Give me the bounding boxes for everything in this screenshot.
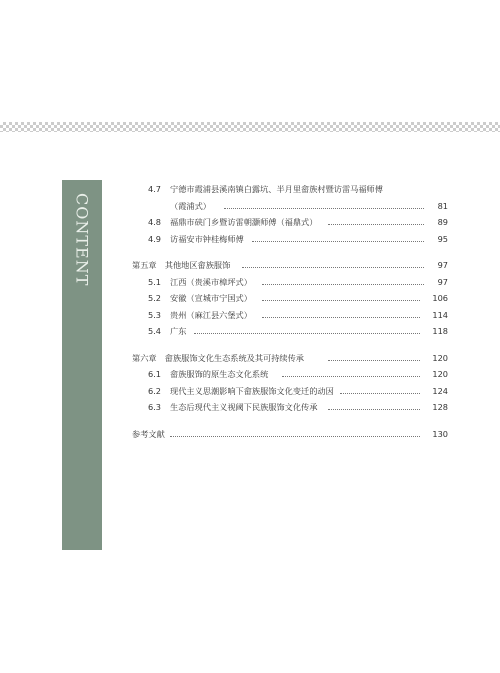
- entry-page: 89: [437, 217, 448, 227]
- entry-number: 5.1: [148, 276, 162, 287]
- chapter-gap: [132, 339, 448, 349]
- entry-title: 畲族服饰的原生态文化系统: [170, 369, 269, 379]
- entry-page: 97: [437, 276, 448, 287]
- references-title: 参考文献: [132, 428, 165, 439]
- dot-leader: [340, 393, 420, 394]
- dot-leader: [282, 376, 420, 377]
- entry-title: 贵州（麻江县六堡式）: [170, 309, 252, 320]
- entry-title: 访福安市钟桂梅师傅: [170, 233, 244, 244]
- dot-leader: [252, 241, 424, 242]
- toc-entry-4-9[interactable]: [132, 230, 448, 247]
- dot-leader: [262, 317, 420, 318]
- dot-leader: [262, 284, 424, 285]
- dot-leader: [194, 333, 420, 334]
- entry-page: 120: [432, 369, 448, 379]
- chapter-title: 第五章 其他地区畲族服饰: [132, 260, 231, 270]
- entry-title: 广东: [170, 326, 187, 336]
- entry-title: 安徽（宣城市宁国式）: [170, 293, 252, 303]
- entry-page: 95: [437, 233, 448, 244]
- entry-number: 6.2: [148, 385, 162, 396]
- toc-entry-4-7-cont[interactable]: [132, 197, 448, 214]
- toc-references[interactable]: [132, 425, 448, 442]
- entry-page: 120: [432, 352, 448, 363]
- entry-number: 6.1: [148, 369, 162, 379]
- toc-entry-5-2[interactable]: [132, 289, 448, 306]
- checker-border-strip: [0, 122, 500, 132]
- entry-number: 6.3: [148, 402, 162, 412]
- table-of-contents: [132, 180, 448, 441]
- toc-entry-4-7[interactable]: [132, 180, 448, 197]
- chapter-title: 第六章 畲族服饰文化生态系统及其可持续传承: [132, 352, 304, 363]
- toc-entry-6-1[interactable]: [132, 365, 448, 382]
- dot-leader: [170, 436, 420, 437]
- chapter-gap: [132, 246, 448, 256]
- entry-page: 124: [432, 385, 448, 396]
- entry-page: 130: [432, 428, 448, 439]
- entry-title: 宁德市霞浦县溪南镇白露坑、半月里畲族村暨访雷马福师傅: [170, 184, 383, 194]
- toc-entry-6-3[interactable]: [132, 398, 448, 415]
- entry-title: 现代主义思潮影响下畲族服饰文化变迁的动因: [170, 385, 334, 396]
- entry-title: 生态后现代主义视阈下民族服饰文化传承: [170, 402, 318, 412]
- dot-leader: [328, 224, 424, 225]
- entry-number: 4.7: [148, 184, 162, 194]
- dot-leader: [262, 300, 420, 301]
- toc-entry-6-2[interactable]: [132, 382, 448, 399]
- entry-title: （霞浦式）: [170, 200, 211, 211]
- toc-entry-4-8[interactable]: [132, 213, 448, 230]
- entry-number: 5.4: [148, 326, 162, 336]
- dot-leader: [328, 409, 420, 410]
- dot-leader: [242, 267, 424, 268]
- entry-title: 福鼎市硖门乡暨访雷朝灏师傅（福鼎式）: [170, 217, 318, 227]
- entry-page: 81: [437, 200, 448, 211]
- dot-leader: [224, 208, 424, 209]
- entry-number: 4.8: [148, 217, 162, 227]
- entry-number: 5.3: [148, 309, 162, 320]
- entry-number: 4.9: [148, 233, 162, 244]
- toc-entry-5-1[interactable]: [132, 273, 448, 290]
- entry-page: 106: [432, 293, 448, 303]
- entry-page: 128: [432, 402, 448, 412]
- toc-entry-5-3[interactable]: [132, 306, 448, 323]
- toc-chapter-6[interactable]: [132, 349, 448, 366]
- toc-chapter-5[interactable]: [132, 256, 448, 273]
- chapter-gap: [132, 415, 448, 425]
- entry-title: 江西（贵溪市樟坪式）: [170, 276, 252, 287]
- dot-leader: [328, 360, 420, 361]
- entry-page: 97: [437, 260, 448, 270]
- entry-number: 5.2: [148, 293, 162, 303]
- side-label: [64, 190, 100, 290]
- toc-entry-5-4[interactable]: [132, 322, 448, 339]
- entry-page: 118: [432, 326, 448, 336]
- side-label-text: CONTENT: [72, 193, 92, 287]
- entry-page: 114: [432, 309, 448, 320]
